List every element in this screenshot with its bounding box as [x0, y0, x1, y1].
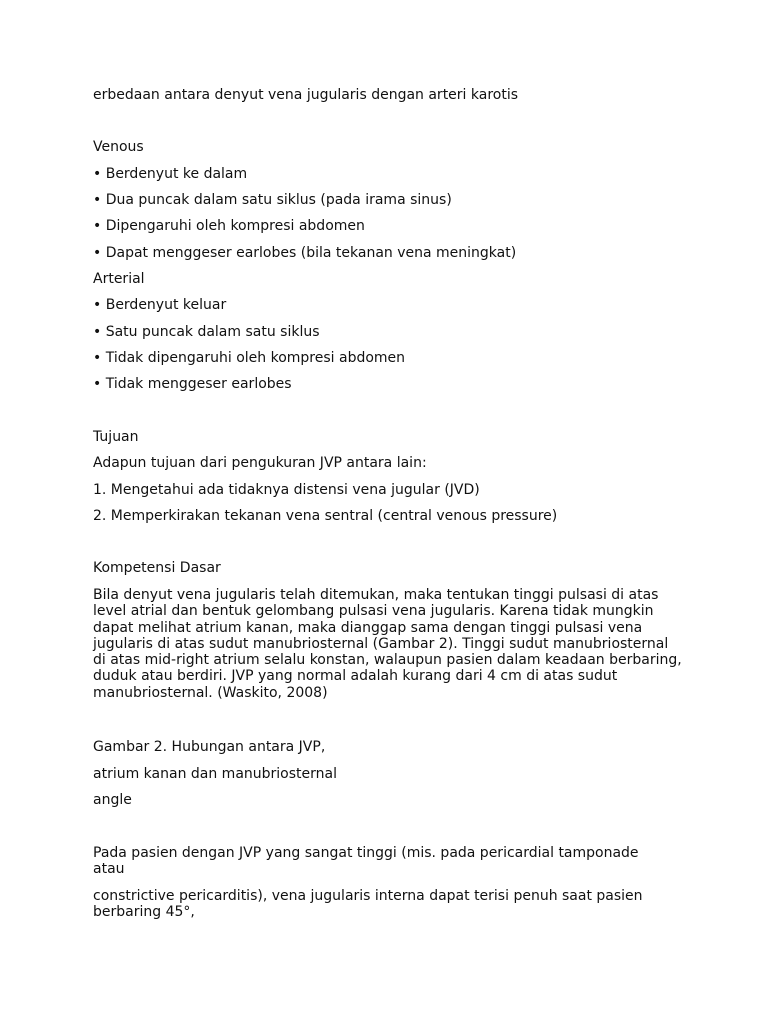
gambar-caption-line: Gambar 2. Hubungan antara JVP,	[93, 739, 326, 755]
tujuan-item: 2. Memperkirakan tekanan vena sentral (central venous pressure)	[93, 508, 558, 524]
kompetensi-heading: Kompetensi Dasar	[93, 560, 221, 576]
arterial-heading: Arterial	[93, 271, 145, 287]
venous-item: • Dipengaruhi oleh kompresi abdomen	[93, 218, 365, 234]
venous-item: • Dapat menggeser earlobes (bila tekanan vena meningkat)	[93, 245, 517, 261]
gambar-caption-line: atrium kanan dan manubriosternal	[93, 766, 337, 782]
arterial-item: • Tidak dipengaruhi oleh kompresi abdomen	[93, 350, 406, 366]
arterial-item: • Berdenyut keluar	[93, 297, 227, 313]
tujuan-intro: Adapun tujuan dari pengukuran JVP antara lain:	[93, 455, 427, 471]
arterial-item: • Satu puncak dalam satu siklus	[93, 324, 320, 340]
arterial-item: • Tidak menggeser earlobes	[93, 376, 292, 392]
document-title: erbedaan antara denyut vena jugularis dengan arteri karotis	[93, 87, 519, 103]
closing-paragraph-1: Pada pasien dengan JVP yang sangat tinggi (mis. pada pericardial tamponade atau	[93, 845, 639, 878]
tujuan-item: 1. Mengetahui ada tidaknya distensi vena jugular (JVD)	[93, 482, 480, 498]
venous-heading: Venous	[93, 139, 144, 155]
venous-item: • Berdenyut ke dalam	[93, 166, 248, 182]
gambar-caption-line: angle	[93, 792, 132, 808]
tujuan-heading: Tujuan	[93, 429, 139, 445]
venous-item: • Dua puncak dalam satu siklus (pada irama sinus)	[93, 192, 452, 208]
kompetensi-paragraph: Bila denyut vena jugularis telah ditemukan, maka tentukan tinggi pulsasi di atas level atrial dan bentuk gelombang pulsasi vena jugularis. Karena tidak mungkin dapat melihat atrium kanan, maka dianggap sama dengan tinggi pulsasi vena jugularis di atas sudut manubriosternal (Gambar 2). Tinggi sudut manubriosternal di atas mid-right atrium selalu konstan, walaupun pasien dalam keadaan berbaring, duduk atau berdiri. JVP yang normal adalah kurang dari 4 cm di atas sudut manubriosternal. (Waskito, 2008)	[93, 587, 682, 701]
closing-paragraph-2: constrictive pericarditis), vena jugularis interna dapat terisi penuh saat pasien berbaring 45°,	[93, 888, 643, 921]
